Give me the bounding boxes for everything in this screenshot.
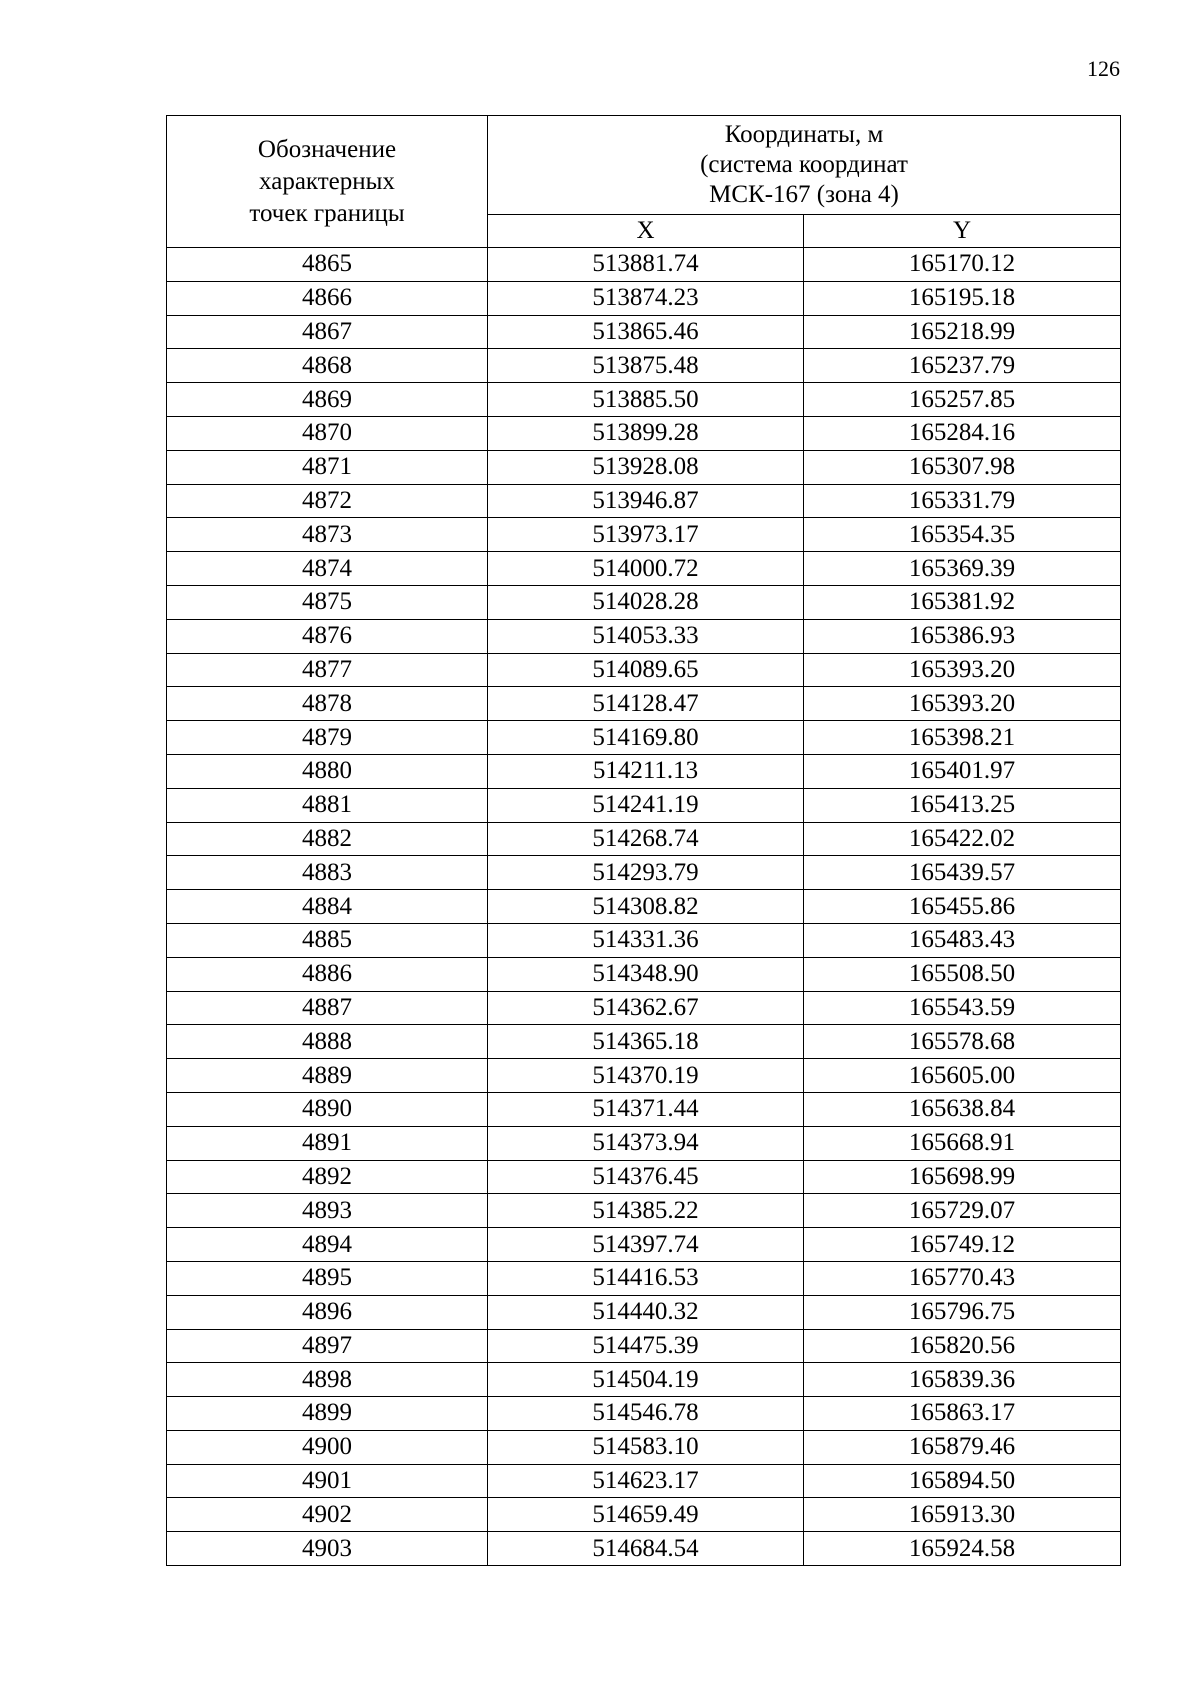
table-row	[167, 1261, 1121, 1295]
table-row	[167, 281, 1121, 315]
table-row	[167, 1025, 1121, 1059]
table-row	[167, 1498, 1121, 1532]
x-coordinate-cell: 514440.32	[488, 1295, 804, 1329]
point-cell: 4880	[167, 754, 488, 788]
point-cell: 4899	[167, 1397, 488, 1431]
y-coordinate-cell: 165770.43	[804, 1261, 1121, 1295]
header-coords-line-3: МСК-167 (зона 4)	[709, 181, 899, 208]
y-coordinate-cell: 165307.98	[804, 450, 1121, 484]
y-coordinate-cell: 165483.43	[804, 923, 1121, 957]
table-row	[167, 349, 1121, 383]
point-cell: 4891	[167, 1126, 488, 1160]
x-coordinate-cell: 514268.74	[488, 822, 804, 856]
table-row	[167, 1059, 1121, 1093]
y-coordinate-cell: 165381.92	[804, 585, 1121, 619]
header-point-line-1: Обозначение	[257, 135, 397, 163]
point-cell: 4893	[167, 1194, 488, 1228]
y-coordinate-cell: 165284.16	[804, 416, 1121, 450]
x-coordinate-cell: 514028.28	[488, 585, 804, 619]
x-coordinate-cell: 513875.48	[488, 349, 804, 383]
header-point-line-3: точек границы	[249, 199, 405, 227]
y-coordinate-cell: 165455.86	[804, 890, 1121, 924]
x-coordinate-cell: 514623.17	[488, 1464, 804, 1498]
table-row	[167, 957, 1121, 991]
table-header	[167, 116, 1121, 248]
table-row	[167, 315, 1121, 349]
x-coordinate-cell: 514684.54	[488, 1532, 804, 1566]
y-coordinate-cell: 165913.30	[804, 1498, 1121, 1532]
y-coordinate-cell: 165863.17	[804, 1397, 1121, 1431]
table-row	[167, 383, 1121, 417]
x-coordinate-cell: 514370.19	[488, 1059, 804, 1093]
y-coordinate-cell: 165218.99	[804, 315, 1121, 349]
header-point-designation	[167, 116, 488, 248]
y-coordinate-cell: 165422.02	[804, 822, 1121, 856]
point-cell: 4896	[167, 1295, 488, 1329]
table-row	[167, 890, 1121, 924]
y-coordinate-cell: 165398.21	[804, 721, 1121, 755]
y-coordinate-cell: 165698.99	[804, 1160, 1121, 1194]
y-coordinate-cell: 165413.25	[804, 788, 1121, 822]
y-coordinate-cell: 165796.75	[804, 1295, 1121, 1329]
point-cell: 4894	[167, 1228, 488, 1262]
x-coordinate-cell: 514504.19	[488, 1363, 804, 1397]
point-cell: 4872	[167, 484, 488, 518]
x-coordinate-cell: 514376.45	[488, 1160, 804, 1194]
header-coords-line-1: Координаты, м	[724, 121, 884, 148]
point-cell: 4874	[167, 552, 488, 586]
x-coordinate-cell: 514000.72	[488, 552, 804, 586]
coordinates-table	[166, 115, 1121, 1566]
x-coordinate-cell: 514362.67	[488, 991, 804, 1025]
y-coordinate-cell: 165354.35	[804, 518, 1121, 552]
point-cell: 4897	[167, 1329, 488, 1363]
y-coordinate-cell: 165924.58	[804, 1532, 1121, 1566]
x-coordinate-cell: 513928.08	[488, 450, 804, 484]
point-cell: 4903	[167, 1532, 488, 1566]
table-row	[167, 248, 1121, 282]
x-coordinate-cell: 514053.33	[488, 619, 804, 653]
table-row	[167, 856, 1121, 890]
table-row	[167, 518, 1121, 552]
table-row	[167, 1329, 1121, 1363]
x-coordinate-cell: 513881.74	[488, 248, 804, 282]
table-row	[167, 923, 1121, 957]
point-cell: 4882	[167, 822, 488, 856]
y-coordinate-cell: 165879.46	[804, 1430, 1121, 1464]
x-coordinate-cell: 514128.47	[488, 687, 804, 721]
x-coordinate-cell: 513874.23	[488, 281, 804, 315]
point-cell: 4875	[167, 585, 488, 619]
point-cell: 4871	[167, 450, 488, 484]
table-row	[167, 1363, 1121, 1397]
y-coordinate-cell: 165668.91	[804, 1126, 1121, 1160]
y-coordinate-cell: 165195.18	[804, 281, 1121, 315]
x-coordinate-cell: 514397.74	[488, 1228, 804, 1262]
x-coordinate-cell: 513865.46	[488, 315, 804, 349]
point-cell: 4902	[167, 1498, 488, 1532]
x-coordinate-cell: 514365.18	[488, 1025, 804, 1059]
point-cell: 4888	[167, 1025, 488, 1059]
y-coordinate-cell: 165369.39	[804, 552, 1121, 586]
x-coordinate-cell: 514371.44	[488, 1092, 804, 1126]
table-row	[167, 619, 1121, 653]
point-cell: 4869	[167, 383, 488, 417]
table-row	[167, 585, 1121, 619]
y-coordinate-cell: 165386.93	[804, 619, 1121, 653]
point-cell: 4892	[167, 1160, 488, 1194]
table-row	[167, 1194, 1121, 1228]
x-coordinate-cell: 513885.50	[488, 383, 804, 417]
y-coordinate-cell: 165749.12	[804, 1228, 1121, 1262]
table-row	[167, 822, 1121, 856]
point-cell: 4868	[167, 349, 488, 383]
y-coordinate-cell: 165237.79	[804, 349, 1121, 383]
y-coordinate-cell: 165257.85	[804, 383, 1121, 417]
table-row	[167, 754, 1121, 788]
point-cell: 4900	[167, 1430, 488, 1464]
table-row	[167, 450, 1121, 484]
table-row	[167, 1092, 1121, 1126]
point-cell: 4883	[167, 856, 488, 890]
x-coordinate-cell: 513899.28	[488, 416, 804, 450]
table-row	[167, 991, 1121, 1025]
point-cell: 4867	[167, 315, 488, 349]
x-coordinate-cell: 514546.78	[488, 1397, 804, 1431]
point-cell: 4887	[167, 991, 488, 1025]
point-cell: 4877	[167, 653, 488, 687]
point-cell: 4879	[167, 721, 488, 755]
y-coordinate-cell: 165543.59	[804, 991, 1121, 1025]
header-coordinates	[488, 116, 1121, 215]
header-point-line-2: характерных	[259, 167, 395, 195]
point-cell: 4873	[167, 518, 488, 552]
page-number: 126	[1087, 56, 1120, 81]
header-x: X	[488, 215, 804, 248]
table-row	[167, 1532, 1121, 1566]
point-cell: 4870	[167, 416, 488, 450]
y-coordinate-cell: 165820.56	[804, 1329, 1121, 1363]
point-cell: 4890	[167, 1092, 488, 1126]
header-y: Y	[804, 215, 1121, 248]
point-cell: 4884	[167, 890, 488, 924]
x-coordinate-cell: 514308.82	[488, 890, 804, 924]
table-row	[167, 1430, 1121, 1464]
table-row	[167, 653, 1121, 687]
y-coordinate-cell: 165401.97	[804, 754, 1121, 788]
y-coordinate-cell: 165393.20	[804, 653, 1121, 687]
x-coordinate-cell: 514583.10	[488, 1430, 804, 1464]
table-row	[167, 552, 1121, 586]
x-coordinate-cell: 514241.19	[488, 788, 804, 822]
table-row	[167, 687, 1121, 721]
y-coordinate-cell: 165578.68	[804, 1025, 1121, 1059]
x-coordinate-cell: 514293.79	[488, 856, 804, 890]
table-row	[167, 1228, 1121, 1262]
y-coordinate-cell: 165508.50	[804, 957, 1121, 991]
x-coordinate-cell: 514416.53	[488, 1261, 804, 1295]
point-cell: 4866	[167, 281, 488, 315]
y-coordinate-cell: 165439.57	[804, 856, 1121, 890]
table-row	[167, 1295, 1121, 1329]
x-coordinate-cell: 514475.39	[488, 1329, 804, 1363]
y-coordinate-cell: 165638.84	[804, 1092, 1121, 1126]
table-row	[167, 1397, 1121, 1431]
point-cell: 4865	[167, 248, 488, 282]
x-coordinate-cell: 514659.49	[488, 1498, 804, 1532]
point-cell: 4889	[167, 1059, 488, 1093]
point-cell: 4878	[167, 687, 488, 721]
header-coords-line-2: (система координат	[700, 151, 908, 178]
y-coordinate-cell: 165729.07	[804, 1194, 1121, 1228]
point-cell: 4881	[167, 788, 488, 822]
x-coordinate-cell: 514211.13	[488, 754, 804, 788]
x-coordinate-cell: 513973.17	[488, 518, 804, 552]
y-coordinate-cell: 165393.20	[804, 687, 1121, 721]
table-row	[167, 484, 1121, 518]
point-cell: 4885	[167, 923, 488, 957]
y-coordinate-cell: 165894.50	[804, 1464, 1121, 1498]
x-coordinate-cell: 514385.22	[488, 1194, 804, 1228]
point-cell: 4886	[167, 957, 488, 991]
table-body	[167, 248, 1121, 1566]
point-cell: 4895	[167, 1261, 488, 1295]
table-row	[167, 416, 1121, 450]
table-row	[167, 1160, 1121, 1194]
x-coordinate-cell: 514348.90	[488, 957, 804, 991]
point-cell: 4901	[167, 1464, 488, 1498]
table-row	[167, 1464, 1121, 1498]
y-coordinate-cell: 165839.36	[804, 1363, 1121, 1397]
point-cell: 4876	[167, 619, 488, 653]
x-coordinate-cell: 514169.80	[488, 721, 804, 755]
point-cell: 4898	[167, 1363, 488, 1397]
table-row	[167, 788, 1121, 822]
y-coordinate-cell: 165605.00	[804, 1059, 1121, 1093]
x-coordinate-cell: 514089.65	[488, 653, 804, 687]
x-coordinate-cell: 514373.94	[488, 1126, 804, 1160]
table-row	[167, 721, 1121, 755]
y-coordinate-cell: 165170.12	[804, 248, 1121, 282]
x-coordinate-cell: 514331.36	[488, 923, 804, 957]
table-row	[167, 1126, 1121, 1160]
x-coordinate-cell: 513946.87	[488, 484, 804, 518]
y-coordinate-cell: 165331.79	[804, 484, 1121, 518]
